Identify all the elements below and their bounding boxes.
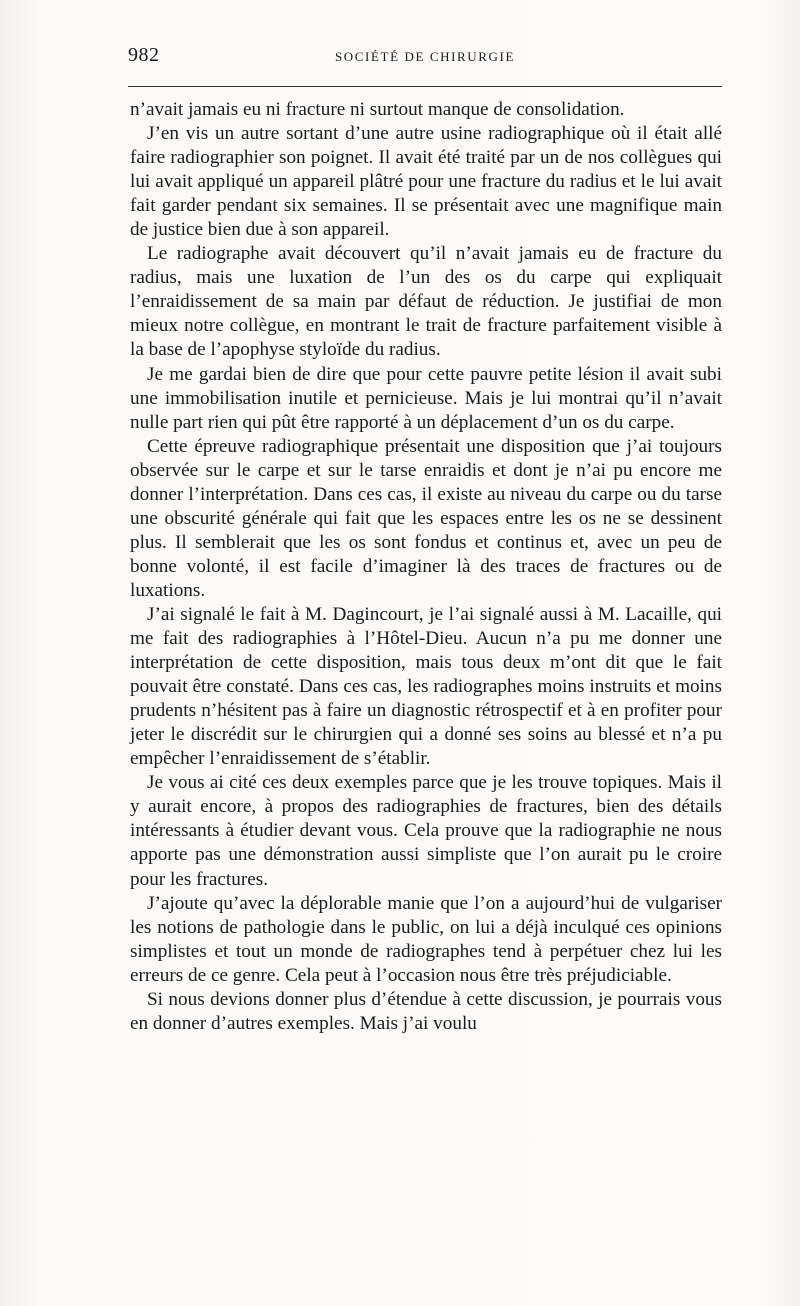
paragraph-8: J’ajoute qu’avec la déplorable manie que l’on a aujourd’hui de vulgariser les notions de pathologie dans le public, on lui a déjà inculqué ces opinions simplistes et tout un monde de radiographes tend à perpétuer chez lui les erreurs de ce genre. Cela peut à l’occasion nous être très préjudiciable. xyxy=(130,892,722,986)
paragraph-3: Le radiographe avait découvert qu’il n’avait jamais eu de fracture du radius, mais une luxation de l’un des os du carpe qui expliquait l’enraidissement de sa main par défaut de réduction. Je justifiai de mon mieux notre collègue, en montrant le trait de fracture parfaitement visible à la base de l’apophyse styloïde du radius. xyxy=(130,243,722,361)
paragraph-7: Je vous ai cité ces deux exemples parce que je les trouve topiques. Mais il y aurait encore, à propos des radiographies de fractures, bien des détails intéressants à étudier devant vous. Cela prouve que la radiographie ne nous apporte pas une démonstration aussi simpliste que l’on aurait pu le croire pour les fractures. xyxy=(130,772,722,890)
header-rule xyxy=(128,86,722,87)
paragraph-9: Si nous devions donner plus d’étendue à cette discussion, je pourrais vous en donner d’autres exemples. Mais j’ai voulu xyxy=(130,988,722,1034)
paragraph-5: Cette épreuve radiographique présentait une disposition que j’ai toujours observée sur le carpe et sur le tarse enraidis et dont je n’ai pu encore me donner l’interprétation. Dans ces cas, il existe au niveau du carpe ou du tarse une obscurité générale qui fait que les espaces entre les os ne se dessinent plus. Il semblerait que les os sont fondus et continus et, avec un peu de bonne volonté, il est facile d’imaginer là des traces de fractures ou de luxations. xyxy=(130,435,722,601)
body-text xyxy=(130,98,722,1036)
paragraph-6: J’ai signalé le fait à M. Dagincourt, je l’ai signalé aussi à M. Lacaille, qui me fait des radiographies à l’Hôtel-Dieu. Aucun n’a pu me donner une interprétation de cette disposition, mais tous deux m’ont dit que le fait pouvait être constaté. Dans ces cas, les radiographes moins instruits et moins prudents n’hésitent pas à faire un diagnostic rétrospectif et à en profiter pour jeter le discrédit sur le chirurgien qui a donné ses soins au blessé et n’a pu empêcher l’enraidissement de s’établir. xyxy=(130,603,722,770)
page-header xyxy=(128,44,722,72)
paragraph-1: n’avait jamais eu ni fracture ni surtout manque de consolidation. xyxy=(130,99,625,120)
running-title: SOCIÉTÉ DE CHIRURGIE xyxy=(334,49,516,64)
paragraph-4: Je me gardai bien de dire que pour cette pauvre petite lésion il avait subi une immobilisation inutile et pernicieuse. Mais je lui montrai qu’il n’avait nulle part rien qui pût être rapporté à un déplacement d’un os du carpe. xyxy=(130,363,722,433)
paragraph-2: J’en vis un autre sortant d’une autre usine radiographique où il était allé faire radiographier son poignet. Il avait été traité par un de nos collègues qui lui avait appliqué un appareil plâtré pour une fracture du radius et le lui avait fait garder pendant six semaines. Il se présentait avec une magnifique main de justice bien due à son appareil. xyxy=(130,123,722,241)
page-number: 982 xyxy=(128,44,160,66)
